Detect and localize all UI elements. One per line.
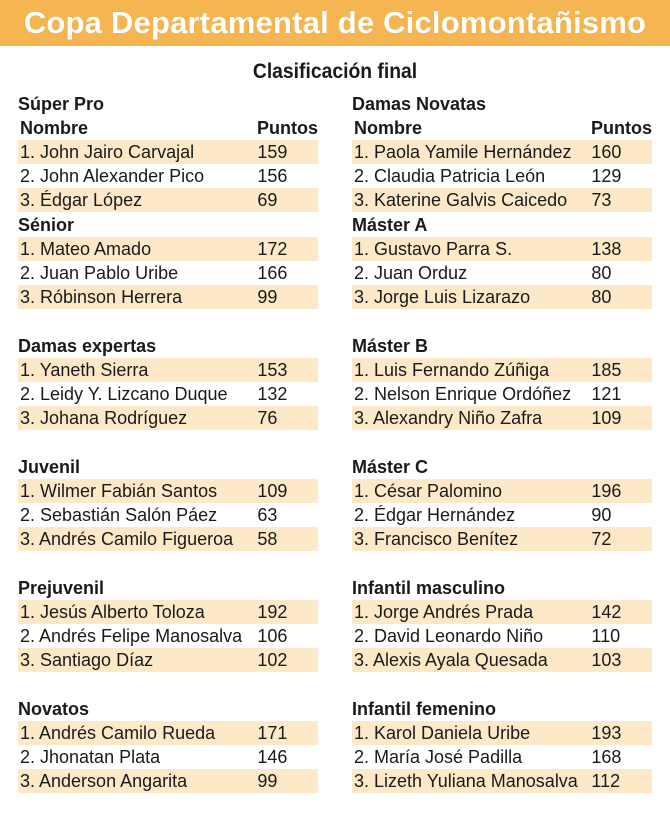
table-row bbox=[352, 648, 652, 672]
category-section bbox=[18, 576, 318, 697]
table-row bbox=[352, 600, 652, 624]
rider-name: 1. Karol Daniela Uribe bbox=[354, 723, 531, 743]
table-row bbox=[352, 624, 652, 648]
table-row bbox=[18, 769, 318, 793]
table-row bbox=[18, 527, 318, 551]
right-column bbox=[352, 92, 652, 818]
category-title: Máster B bbox=[352, 336, 429, 356]
name-column-header: Nombre bbox=[20, 118, 89, 138]
category-section bbox=[18, 697, 318, 818]
table-row bbox=[352, 721, 652, 745]
category-title: Novatos bbox=[18, 699, 90, 719]
table-row bbox=[352, 358, 652, 382]
table-row bbox=[18, 140, 318, 164]
rider-points: 156 bbox=[257, 166, 288, 186]
table-row bbox=[352, 382, 652, 406]
rider-points: 63 bbox=[257, 505, 278, 525]
left-column bbox=[18, 92, 318, 818]
table-row bbox=[352, 261, 652, 285]
rider-points: 193 bbox=[591, 723, 622, 743]
rider-name: 1. Luis Fernando Zúñiga bbox=[354, 360, 550, 380]
table-row bbox=[18, 406, 318, 430]
rider-name: 1. Jorge Andrés Prada bbox=[354, 602, 534, 622]
category-title: Súper Pro bbox=[18, 94, 105, 114]
table-row bbox=[18, 188, 318, 212]
rider-points: 172 bbox=[257, 239, 288, 259]
points-column-header: Puntos bbox=[257, 118, 318, 138]
table-row bbox=[352, 188, 652, 212]
rider-name: 3. Anderson Angarita bbox=[20, 771, 188, 791]
category-title: Prejuvenil bbox=[18, 578, 105, 598]
rider-points: 132 bbox=[257, 384, 288, 404]
rider-name: 1. Mateo Amado bbox=[20, 239, 152, 259]
table-row bbox=[18, 624, 318, 648]
rider-name: 2. Leidy Y. Lizcano Duque bbox=[20, 384, 228, 404]
table-row bbox=[352, 503, 652, 527]
rider-name: 3. Santiago Díaz bbox=[20, 650, 154, 670]
rider-points: 58 bbox=[257, 529, 278, 549]
table-row bbox=[352, 237, 652, 261]
rider-points: 110 bbox=[591, 626, 621, 646]
rider-points: 185 bbox=[591, 360, 622, 380]
rider-name: 1. Jesús Alberto Toloza bbox=[20, 602, 205, 622]
table-row bbox=[18, 721, 318, 745]
rider-name: 2. Nelson Enrique Ordóñez bbox=[354, 384, 572, 404]
rider-name: 3. Katerine Galvis Caicedo bbox=[354, 190, 568, 210]
category-section bbox=[18, 334, 318, 455]
table-row bbox=[352, 769, 652, 793]
rider-points: 196 bbox=[591, 481, 622, 501]
category-section bbox=[352, 576, 652, 697]
rider-name: 2. Jhonatan Plata bbox=[20, 747, 161, 767]
rider-points: 72 bbox=[591, 529, 612, 549]
rider-points: 109 bbox=[257, 481, 288, 501]
points-column-header: Puntos bbox=[591, 118, 652, 138]
rider-name: 1. Gustavo Parra S. bbox=[354, 239, 513, 259]
rider-points: 69 bbox=[257, 190, 278, 210]
rider-name: 2. Juan Orduz bbox=[354, 263, 468, 283]
category-title: Sénior bbox=[18, 215, 75, 235]
category-section bbox=[352, 92, 652, 213]
rider-points: 160 bbox=[591, 142, 622, 162]
rider-points: 129 bbox=[591, 166, 622, 186]
table-row bbox=[18, 261, 318, 285]
rider-name: 3. Róbinson Herrera bbox=[20, 287, 183, 307]
page-title: Copa Departamental de Ciclomontañismo bbox=[23, 5, 647, 40]
rider-name: 3. Francisco Benítez bbox=[354, 529, 519, 549]
rider-name: 2. David Leonardo Niño bbox=[354, 626, 544, 646]
table-row bbox=[18, 237, 318, 261]
table-row bbox=[352, 527, 652, 551]
page-subtitle: Clasificación final bbox=[252, 60, 418, 83]
rider-name: 2. Juan Pablo Uribe bbox=[20, 263, 179, 283]
rider-points: 76 bbox=[257, 408, 278, 428]
rider-points: 112 bbox=[591, 771, 621, 791]
rider-name: 2. María José Padilla bbox=[354, 747, 523, 767]
category-title: Infantil femenino bbox=[352, 699, 496, 719]
table-row bbox=[18, 358, 318, 382]
rider-points: 146 bbox=[257, 747, 288, 767]
table-row bbox=[18, 382, 318, 406]
table-row bbox=[18, 648, 318, 672]
rider-points: 192 bbox=[257, 602, 288, 622]
category-section bbox=[18, 455, 318, 576]
rider-points: 102 bbox=[257, 650, 288, 670]
table-row bbox=[352, 164, 652, 188]
rider-name: 1. Wilmer Fabián Santos bbox=[20, 481, 218, 501]
rider-points: 80 bbox=[591, 287, 612, 307]
rider-points: 159 bbox=[257, 142, 288, 162]
table-row bbox=[352, 285, 652, 309]
rider-points: 166 bbox=[257, 263, 288, 283]
category-title: Damas Novatas bbox=[352, 94, 487, 114]
rider-points: 80 bbox=[591, 263, 612, 283]
rider-name: 1. Paola Yamile Hernández bbox=[354, 142, 572, 162]
rider-name: 3. Andrés Camilo Figueroa bbox=[20, 529, 234, 549]
table-row bbox=[18, 479, 318, 503]
category-title: Máster C bbox=[352, 457, 429, 477]
rider-points: 106 bbox=[257, 626, 288, 646]
table-row bbox=[18, 600, 318, 624]
category-title: Juvenil bbox=[18, 457, 81, 477]
rider-points: 138 bbox=[591, 239, 622, 259]
category-section bbox=[18, 213, 318, 334]
table-row bbox=[352, 745, 652, 769]
rider-name: 3. Alexis Ayala Quesada bbox=[354, 650, 548, 670]
category-section bbox=[352, 697, 652, 818]
rider-name: 2. Sebastián Salón Páez bbox=[20, 505, 218, 525]
rider-points: 168 bbox=[591, 747, 622, 767]
table-row bbox=[352, 406, 652, 430]
table-row bbox=[352, 479, 652, 503]
name-column-header: Nombre bbox=[354, 118, 423, 138]
rider-points: 99 bbox=[257, 287, 278, 307]
category-section bbox=[18, 92, 318, 213]
rider-name: 2. Claudia Patricia León bbox=[354, 166, 546, 186]
rider-points: 171 bbox=[257, 723, 288, 743]
table-header bbox=[18, 116, 318, 140]
rider-points: 73 bbox=[591, 190, 612, 210]
category-section bbox=[352, 213, 652, 334]
rider-points: 109 bbox=[591, 408, 622, 428]
category-title: Damas expertas bbox=[18, 336, 157, 356]
rider-name: 2. Andrés Felipe Manosalva bbox=[20, 626, 243, 646]
category-section bbox=[352, 455, 652, 576]
rider-name: 2. John Alexander Pico bbox=[20, 166, 205, 186]
rider-points: 90 bbox=[591, 505, 612, 525]
table-row bbox=[18, 503, 318, 527]
page-banner bbox=[0, 0, 670, 46]
table-row bbox=[18, 745, 318, 769]
table-row bbox=[18, 285, 318, 309]
rider-name: 1. Andrés Camilo Rueda bbox=[20, 723, 216, 743]
table-row bbox=[352, 140, 652, 164]
rider-name: 3. Alexandry Niño Zafra bbox=[354, 408, 543, 428]
results-columns bbox=[0, 92, 670, 812]
category-title: Máster A bbox=[352, 215, 428, 235]
rider-points: 121 bbox=[591, 384, 622, 404]
rider-name: 2. Édgar Hernández bbox=[354, 505, 516, 525]
rider-points: 153 bbox=[257, 360, 288, 380]
rider-name: 3. Jorge Luis Lizarazo bbox=[354, 287, 531, 307]
table-row bbox=[18, 164, 318, 188]
rider-name: 3. Johana Rodríguez bbox=[20, 408, 188, 428]
category-section bbox=[352, 334, 652, 455]
rider-points: 103 bbox=[591, 650, 622, 670]
rider-name: 1. John Jairo Carvajal bbox=[20, 142, 195, 162]
rider-points: 99 bbox=[257, 771, 278, 791]
table-header bbox=[352, 116, 652, 140]
rider-name: 3. Édgar López bbox=[20, 190, 143, 210]
category-title: Infantil masculino bbox=[352, 578, 506, 598]
rider-name: 1. Yaneth Sierra bbox=[20, 360, 149, 380]
rider-points: 142 bbox=[591, 602, 622, 622]
rider-name: 1. César Palomino bbox=[354, 481, 503, 501]
rider-name: 3. Lizeth Yuliana Manosalva bbox=[354, 771, 578, 791]
